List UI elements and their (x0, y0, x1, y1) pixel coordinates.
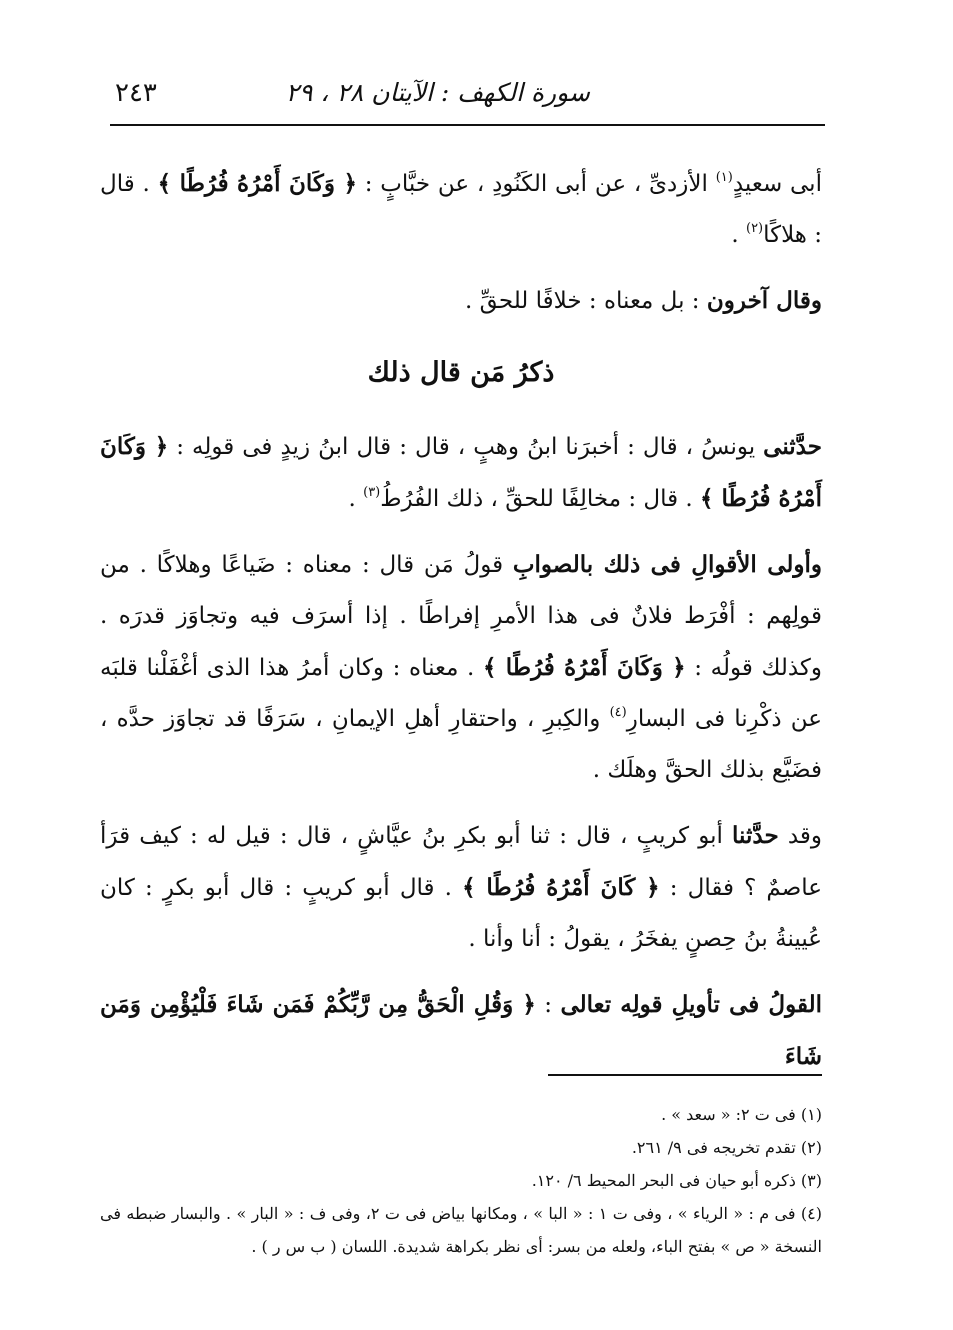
text-run: أبو كريبٍ ، قال : ثنا أبو بكرِ بنُ عيَّاشٍ ، قال : قيل له : كيف قرَأ عاصمٌ ؟ فقال : (100, 823, 822, 901)
footnote-marker: (٤) (609, 705, 627, 720)
text-run: . قال : هلاكًا (100, 171, 822, 248)
quran-quote: ﴿ وَقُلِ الْحَقُّ مِن رَّبِّكُمْ فَمَن شَاءَ فَلْيُؤْمِن وَمَن شَاءَ (100, 991, 822, 1070)
header-rule (110, 124, 825, 126)
footnote-separator (548, 1074, 822, 1076)
paragraph (100, 421, 822, 525)
bold-phrase: وأولى الأقوالِ فى ذلك بالصوابِ (512, 551, 822, 578)
paragraphs-before-heading (100, 158, 822, 327)
text-run: يونسُ ، قال : أخبرَنا ابنُ وهبٍ ، قال : قال ابنُ زيدٍ فى قولِه : (168, 434, 764, 460)
text-run: : (535, 992, 561, 1018)
bold-phrase: القولُ فى تأويلِ قولِه تعالى (560, 991, 822, 1018)
text-run: . (348, 486, 364, 512)
text-run: الأزدىِّ ، عن أبى الكَنُودِ ، عن خبَّابٍ : (356, 171, 716, 197)
running-title: سورة الكهف : الآيتان ٢٨ ، ٢٩ (285, 78, 590, 107)
text-run: . معناه : وكان أمرُ هذا الذى أغْفَلْنا قلبَه عن ذكْرِنا فى البسارِ (100, 655, 822, 732)
footnote: (٤) فى م : « الرياء » ، وفى ت ١ : « البا » ، ومكانها بياض فى ت ٢، وفى ف : « البار » . والبسار ضبطه فى النسخة « ص » بفتح الباء، ولعله من بسر: أى نظر بكراهة شديدة. اللسان ( ب س ر ) . (100, 1204, 823, 1256)
footnote: (١) فى ت ٢: « سعد » . (661, 1105, 822, 1124)
paragraph (100, 158, 822, 261)
paragraph (100, 979, 822, 1083)
text-run: أبى سعيدٍ (732, 171, 822, 197)
footnotes (100, 1098, 822, 1263)
footnote-marker: (١) (715, 170, 733, 185)
running-header (110, 78, 825, 118)
bold-phrase: حدَّثنا (732, 822, 779, 849)
section-heading: ذكرُ مَن قال ذلك (367, 357, 555, 388)
quran-quote: ﴿ وَكَانَ أَمْرُهُ فُرُطًا ﴾ (483, 654, 686, 681)
quran-quote: ﴿ كَانَ أَمْرُهُ فُرُطًا ﴾ (462, 874, 660, 901)
text-run: . قال أبو كريبٍ : قال أبو بكرٍ : كان عُيينةُ بنُ حِصنٍ يفخَرُ ، يقولُ : أنا وأنا . (100, 875, 822, 952)
footnote: (٣) ذكره أبو حيان فى البحر المحيط ٦/ ١٢٠. (531, 1171, 822, 1190)
page-number: ٢٤٣ (115, 78, 157, 108)
quran-quote: ﴿ وَكَانَ أَمْرُهُ فُرُطًا ﴾ (100, 433, 822, 512)
paragraph (100, 810, 822, 965)
main-text (100, 158, 822, 1097)
text-run: قولُ مَن قال : معناه : ضَياعًا وهلاكًا . من قولِهم : أفْرَط فلانٌ فى هذا الأمرِ إفراطًا . إذا أسرَف فيه وتجاوَز قدرَه . وكذلك قولُه : (100, 552, 822, 681)
paragraph (100, 539, 822, 796)
footnote-marker: (٣) (363, 485, 381, 500)
paragraph (100, 275, 822, 327)
text-run: : بل معناه : خلافًا للحقِّ . (465, 288, 707, 314)
footnote-marker: (٢) (745, 221, 764, 236)
paragraphs-after-heading (100, 421, 822, 1083)
bold-phrase: حدَّثنى (763, 433, 822, 460)
text-run: وقد (778, 823, 822, 849)
footnote: (٢) تقدم تخريجه فى ٩/ ٢٦١. (631, 1138, 822, 1157)
bold-phrase: وقال آخرون (706, 287, 822, 314)
text-run: والكِبرِ ، واحتقارِ أهلِ الإيمانِ ، سَرَفًا قد تجاوَز حدَّه ، فضَيَّع بذلك الحقَّ وهلَك . (100, 706, 822, 783)
text-run: . قال : مخالِفًا للحقِّ ، ذلك الفُرُطُ (380, 486, 701, 512)
quran-quote: ﴿ وَكَانَ أَمْرُهُ فُرُطًا ﴾ (157, 170, 357, 197)
text-run: . (731, 222, 746, 248)
